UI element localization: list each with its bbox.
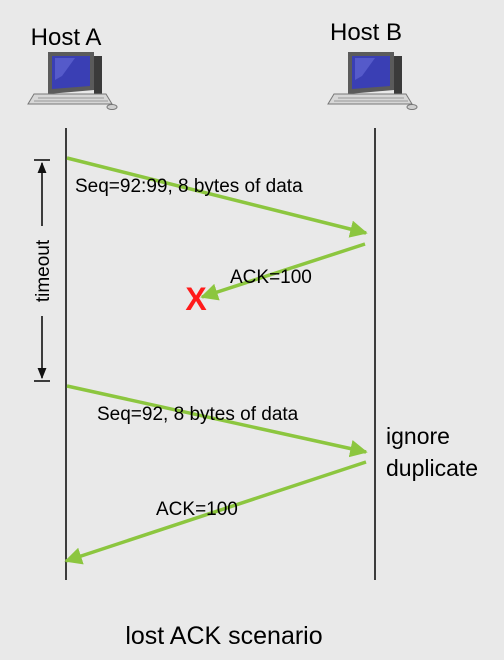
host-a-computer-icon (28, 52, 117, 110)
diagram-caption: lost ACK scenario (125, 622, 323, 650)
host-b-computer-icon (328, 52, 417, 110)
timeout-bracket (33, 160, 54, 381)
timeout-label: timeout (33, 239, 54, 303)
host-b-label: Host B (329, 19, 403, 46)
message-label-seq-92: Seq=92, 8 bytes of data (97, 404, 299, 425)
message-label-seq-92-99: Seq=92:99, 8 bytes of data (75, 176, 303, 197)
packet-loss-x-icon: X (185, 281, 207, 317)
message-label-ack-100-second: ACK=100 (156, 499, 238, 520)
note-ignore: ignore (386, 423, 450, 449)
host-a-label: Host A (30, 24, 102, 51)
note-duplicate: duplicate (386, 455, 479, 481)
message-label-ack-100-lost: ACK=100 (230, 267, 312, 288)
